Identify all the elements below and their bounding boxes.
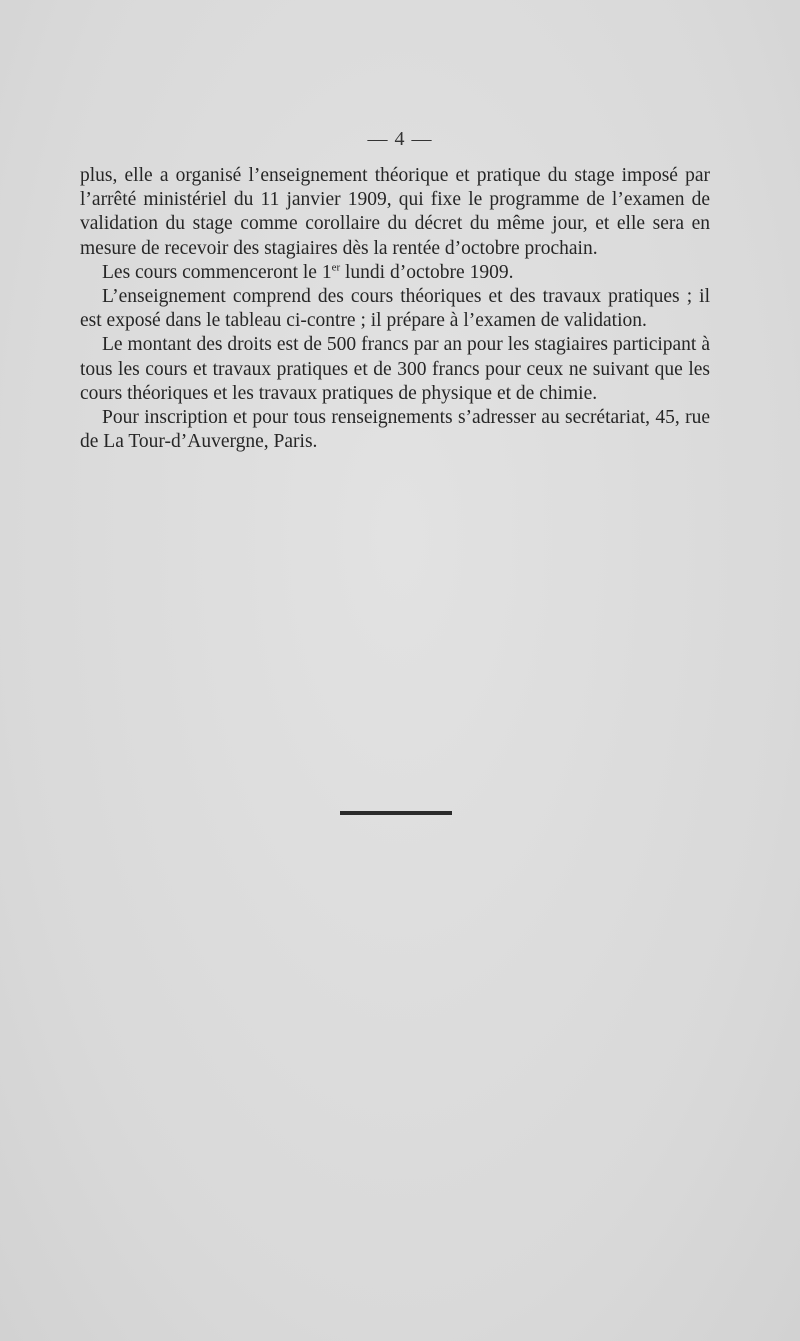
paragraph-teaching: L’enseignement comprend des cours théoriques et des travaux pratiques ; il est exposé dans le tableau ci-contre ; il prépare à l’examen de validation. [80,286,710,332]
page-number: — 4 — [367,128,433,150]
body-text [80,164,710,454]
course-start-date: lundi d’octobre 1909. [340,261,514,283]
paragraph-registration: Pour inscription et pour tous renseignements s’adresser au secrétariat, 45, rue de La Tour-d’Auvergne, Paris. [80,407,710,453]
ordinal-superscript: er [331,261,341,274]
course-start-text: Les cours commenceront le 1 [102,261,332,283]
paragraph-intro: plus, elle a organisé l’enseignement théorique et pratique du stage imposé par l’arrêté ministériel du 11 janvier 1909, qui fixe le programme de l’examen de validation du stage comme corollaire du décret du même jour, et elle sera en mesure de recevoir des stagiaires dès la rentée d’octobre prochain. [80,165,710,259]
section-divider [340,811,452,815]
paragraph-fees: Le montant des droits est de 500 francs par an pour les stagiaires participant à tous les cours et travaux pratiques et de 300 francs pour ceux ne suivant que les cours théoriques et les travaux pratiques de physique et de chimie. [80,334,710,404]
paragraph-course-start [80,261,710,285]
